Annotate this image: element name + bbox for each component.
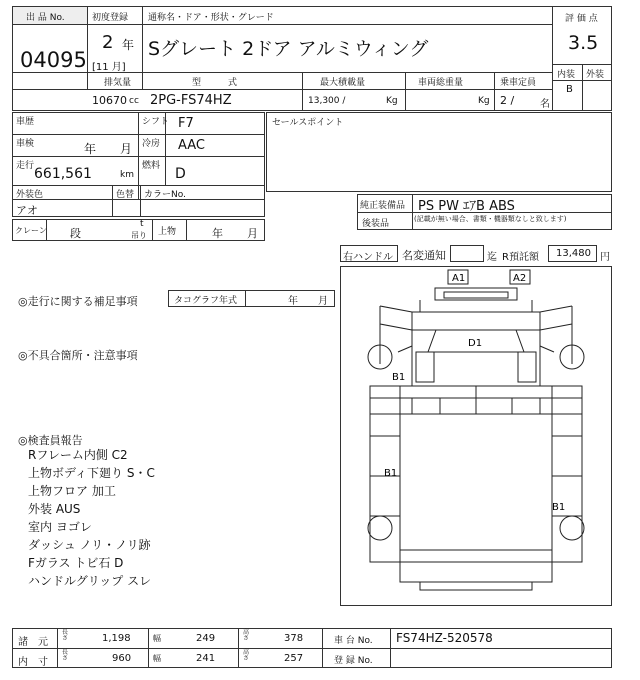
- mark-b1-body-left: B1: [384, 468, 398, 479]
- upper-month: 月: [247, 227, 258, 240]
- inspector-title: ◎検査員報告: [18, 434, 83, 447]
- row2-length: 960: [112, 653, 132, 664]
- report-item: Rフレーム内側 C2: [28, 448, 128, 462]
- fuel-value: D: [175, 166, 186, 182]
- inspection-month: 月: [120, 142, 133, 156]
- row2-height: 257: [284, 653, 304, 664]
- capacity-value: 2 /: [500, 94, 515, 107]
- inspection-year: 年: [84, 142, 97, 156]
- inspection-label: 車検: [16, 139, 35, 149]
- capacity-unit: 名: [540, 99, 550, 110]
- crane-t: t: [140, 219, 144, 229]
- score-value: 3.5: [568, 32, 599, 54]
- model-value: 2PG-FS74HZ: [150, 93, 232, 108]
- aftermarket-label: 後装品: [362, 219, 390, 229]
- mark-b1-rear-right: B1: [552, 502, 566, 513]
- report-item: ダッシュ ノリ・ノリ跡: [28, 538, 151, 552]
- mileage-unit: km: [120, 170, 134, 180]
- row1-height: 378: [284, 633, 304, 644]
- first-reg-label: 初度登録: [92, 13, 129, 23]
- crane-label: クレーン: [15, 226, 47, 235]
- mark-b1-front-left: B1: [392, 372, 406, 383]
- lot-no-label: 出 品 No.: [26, 13, 65, 23]
- crane-stage: 段: [70, 227, 81, 240]
- report-item: 上物フロア 加工: [28, 484, 116, 498]
- interior-label: 内装: [557, 70, 576, 80]
- fuel-label: 燃料: [142, 161, 161, 171]
- displacement-label: 排気量: [104, 78, 132, 88]
- row1-length: 1,198: [102, 633, 131, 644]
- first-reg-month: [11 月]: [92, 62, 126, 73]
- inner-row-label: 内 寸: [18, 657, 48, 668]
- history-label: 車歴: [16, 117, 35, 127]
- std-equipment-label: 純正装備品: [360, 201, 406, 211]
- total-weight-label: 車両総重量: [418, 78, 464, 88]
- defects-title: ◎不具合箇所・注意事項: [18, 349, 138, 362]
- shift-label: シフト: [142, 117, 170, 127]
- ext-color-label: 外装色: [16, 190, 44, 200]
- mileage-value: 661,561: [34, 166, 92, 182]
- inspector-report-list: [28, 446, 155, 590]
- score-label: 評 価 点: [565, 14, 598, 24]
- report-item: 上物ボディ下廻り S・C: [28, 466, 155, 480]
- chassis-number: FS74HZ-520578: [396, 631, 493, 645]
- total-weight-unit: Kg: [478, 96, 490, 106]
- exterior-label: 外装: [586, 70, 605, 80]
- aftermarket-note: (記載が無い場合、書類・機器類なしと致します): [414, 215, 567, 223]
- r-distance-value: 13,480: [556, 248, 591, 259]
- tacho-month: 月: [318, 296, 328, 307]
- mark-a1: A1: [452, 273, 466, 284]
- color-code-label: カラーNo.: [144, 190, 186, 200]
- grade-label: 通称名・ドア・形状・グレード: [148, 13, 274, 23]
- color-change-label: 色替: [116, 190, 135, 200]
- capacity-label: 乗車定員: [500, 78, 537, 88]
- year-char: 年: [122, 38, 135, 52]
- tachograph-label: タコグラフ年式: [174, 296, 238, 306]
- mark-a2: A2: [513, 273, 527, 284]
- length-label-1: 長さ: [62, 629, 69, 642]
- report-item: Fガラス トビ石 D: [28, 556, 124, 570]
- tacho-year: 年: [288, 296, 298, 307]
- length-label-2: 長さ: [62, 649, 69, 662]
- first-reg-year: 2: [102, 32, 114, 53]
- row1-width: 249: [196, 633, 216, 644]
- shift-value: F7: [178, 116, 194, 131]
- truck-damage-diagram: [340, 266, 612, 606]
- max-load-value: 13,300 /: [308, 96, 346, 106]
- grade-value: Sグレート 2ドア アルミウィング: [148, 38, 429, 60]
- width-label-2: 幅: [153, 654, 161, 663]
- max-load-unit: Kg: [386, 96, 398, 106]
- sales-point-label: セールスポイント: [272, 118, 344, 128]
- upper-label: 上物: [158, 227, 177, 237]
- driving-notes-title: ◎走行に関する補足事項: [18, 295, 138, 308]
- row2-width: 241: [196, 653, 216, 664]
- std-equipment-value: PS PW ｴｱB ABS: [418, 199, 515, 214]
- displacement-unit: cc: [129, 96, 139, 106]
- interior-score: B: [566, 84, 573, 95]
- displacement-value: 10670: [92, 94, 127, 107]
- report-item: 外装 AUS: [28, 502, 81, 516]
- ac-value: AAC: [178, 138, 205, 153]
- model-label: 型 式: [192, 78, 238, 88]
- name-change-label: 名変通知: [402, 249, 446, 262]
- width-label-1: 幅: [153, 634, 161, 643]
- spec-row-label: 諸 元: [18, 637, 48, 648]
- mark-d1: D1: [468, 338, 483, 349]
- height-label-2: 高さ: [243, 649, 250, 662]
- report-item: 室内 ヨゴレ: [28, 520, 92, 534]
- lot-number: 04095: [20, 48, 87, 72]
- max-load-label: 最大積載量: [320, 78, 366, 88]
- r-distance-label: R預託額: [502, 252, 539, 263]
- right-handle: 右ハンドル: [343, 252, 393, 263]
- mileage-label: 走行: [16, 161, 35, 171]
- chassis-label: 車 台 No.: [334, 636, 373, 646]
- ext-color-value: アオ: [16, 204, 38, 217]
- height-label-1: 高さ: [243, 629, 250, 642]
- yen-char: 円: [600, 252, 610, 263]
- report-item: ハンドルグリップ スレ: [28, 574, 152, 588]
- deadline-char: 迄: [487, 252, 497, 263]
- crane-hang: 吊り: [131, 231, 147, 240]
- upper-year: 年: [212, 227, 223, 240]
- registration-label: 登 録 No.: [334, 656, 373, 666]
- ac-label: 冷房: [142, 139, 161, 149]
